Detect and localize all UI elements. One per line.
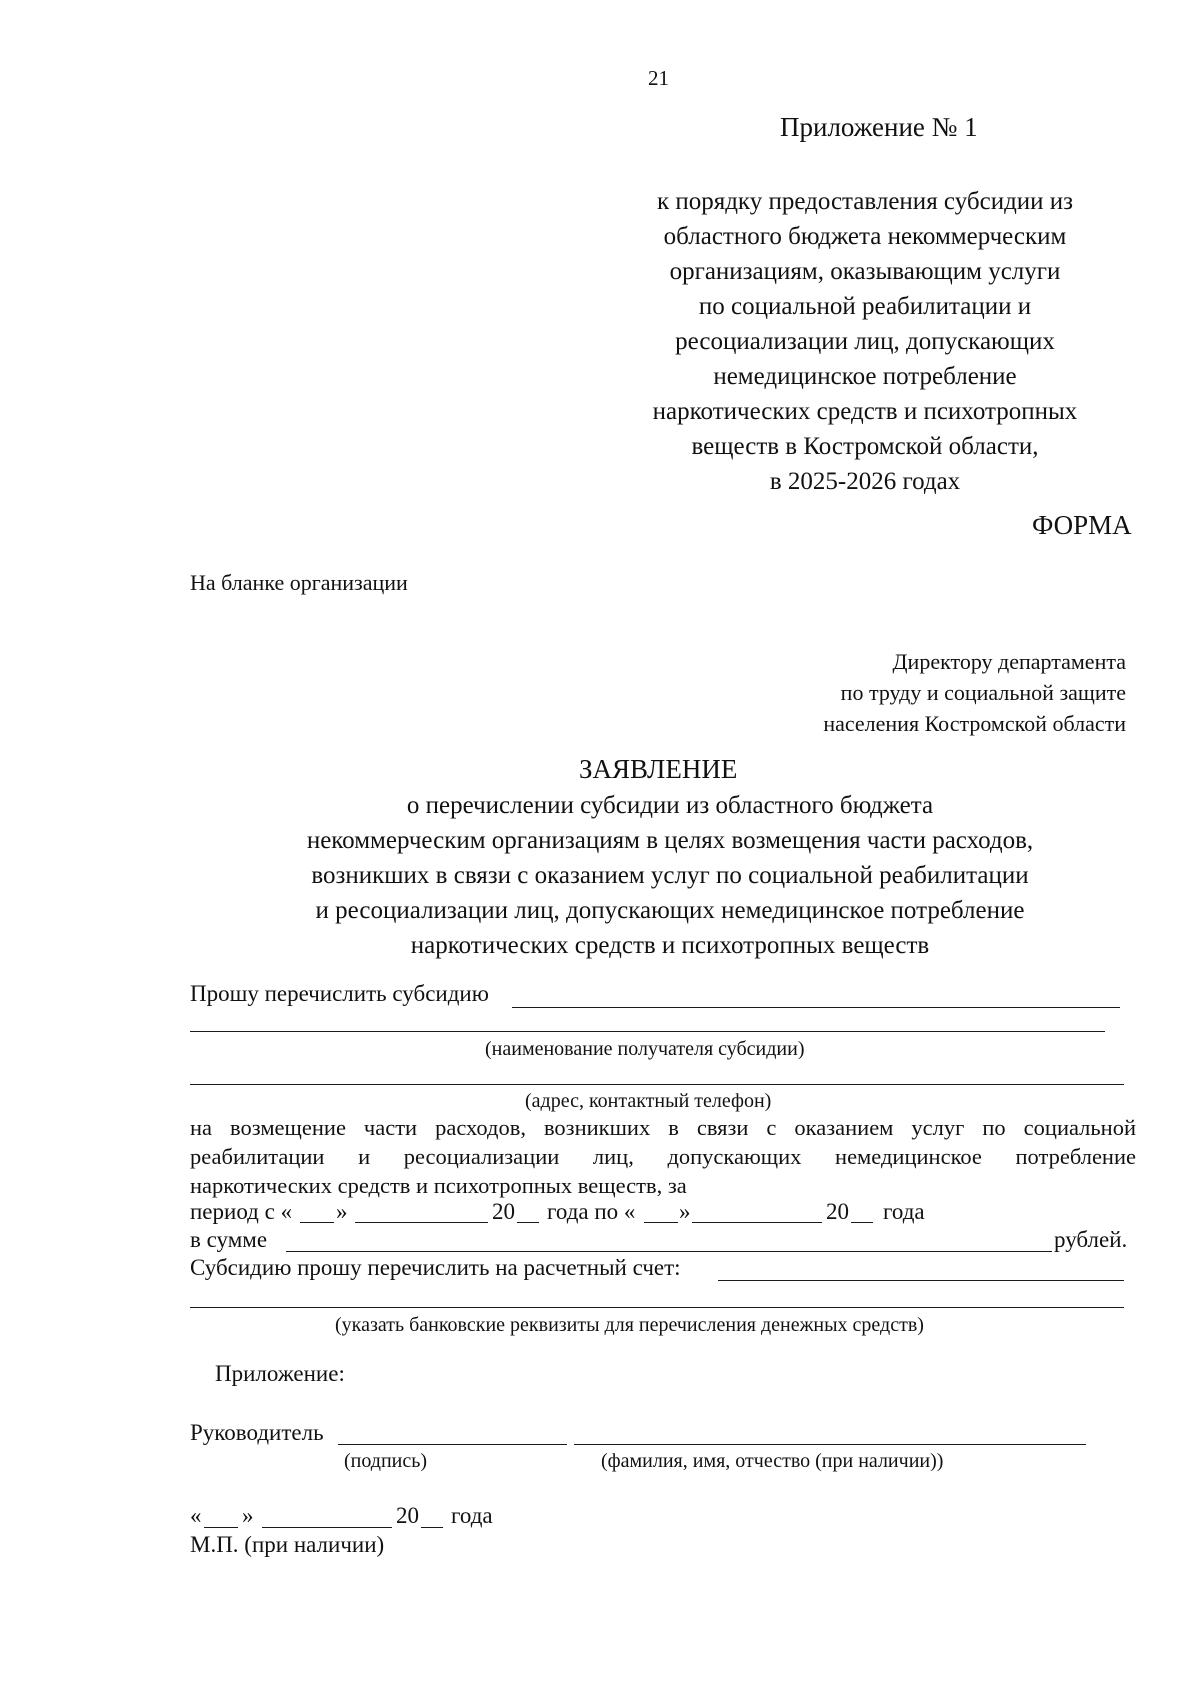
appendix-subtitle (620, 184, 1110, 499)
period-to-year-prefix: 20 (826, 1199, 849, 1224)
period-from-month-field[interactable] (355, 1222, 488, 1223)
amount-label: в сумме (190, 1227, 268, 1252)
appendix-subtitle-line: ресоциализации лиц, допускающих (675, 328, 1055, 355)
appendix-subtitle-line: к порядку предоставления субсидии из (656, 188, 1074, 215)
fullname-caption: (фамилия, имя, отчество (при наличии)) (601, 1450, 944, 1472)
purpose-line: наркотических средств и психотропных веществ, за (190, 1173, 687, 1198)
statement-subtitle (190, 788, 1150, 963)
address-caption: (адрес, контактный телефон) (525, 1090, 772, 1112)
date-year-prefix: 20 (396, 1503, 419, 1528)
appendix-title: Приложение № 1 (780, 112, 978, 142)
addressee-line: населения Костромской области (823, 711, 1126, 736)
statement-subtitle-line: наркотических средств и психотропных веществ (410, 932, 930, 959)
addressee-line: Директору департамента (892, 649, 1126, 674)
statement-subtitle-line: некоммерческим организациям в целях возмещения части расходов, (306, 827, 1034, 854)
amount-suffix: рублей. (1054, 1227, 1128, 1252)
purpose-line: на возмещение части расходов, возникших в связи с оказанием услуг по социальной (190, 1115, 1136, 1140)
statement-subtitle-line: возникших в связи с оказанием услуг по социальной реабилитации (311, 862, 1029, 889)
date-year-field[interactable] (421, 1527, 443, 1528)
date-month-field[interactable] (262, 1527, 392, 1528)
appendix-subtitle-line: веществ в Костромской области, (691, 433, 1039, 460)
statement-subtitle-line: и ресоциализации лиц, допускающих немедицинское потребление (315, 897, 1025, 924)
appendix-subtitle-line: в 2025-2026 годах (769, 468, 961, 495)
period-year-suffix: года (883, 1199, 925, 1224)
addressee-line: по труду и социальной защите (840, 680, 1126, 705)
recipient-field-line-2[interactable] (190, 1031, 1105, 1032)
statement-subtitle-line: о перечислении субсидии из областного бюджета (406, 792, 934, 819)
appendix-subtitle-line: по социальной реабилитации и (698, 293, 1032, 320)
purpose-paragraph (190, 1113, 1136, 1200)
period-to-day-field[interactable] (644, 1222, 678, 1223)
appendix-subtitle-line: немедицинское потребление (713, 363, 1017, 390)
head-label: Руководитель (190, 1420, 324, 1445)
recipient-field-line-1[interactable] (512, 1007, 1120, 1008)
appendix-subtitle-line: областного бюджета некоммерческим (663, 223, 1067, 250)
period-from-day-field[interactable] (300, 1222, 334, 1223)
addressee-block (823, 646, 1126, 739)
period-from-year-field[interactable] (517, 1222, 539, 1223)
attachment-label: Приложение: (215, 1361, 345, 1386)
statement-title: ЗАЯВЛЕНИЕ (579, 754, 738, 784)
stamp-label: М.П. (при наличии) (190, 1532, 385, 1557)
period-from-year-prefix: 20 (492, 1199, 515, 1224)
account-label: Субсидию прошу перечислить на расчетный счет: (190, 1255, 681, 1280)
signature-caption: (подпись) (344, 1450, 428, 1472)
appendix-subtitle-line: организациям, оказывающим услуги (669, 258, 1061, 285)
request-label: Прошу перечислить субсидию (190, 981, 489, 1006)
address-field-line[interactable] (190, 1084, 1124, 1085)
bank-caption: (указать банковские реквизиты для перечисления денежных средств) (335, 1314, 924, 1336)
period-to-month-field[interactable] (692, 1222, 822, 1223)
purpose-line: реабилитации и ресоциализации лиц, допускающих немедицинское потребление (190, 1144, 1136, 1169)
date-day-field[interactable] (204, 1527, 238, 1528)
period-from-label: период с « (190, 1199, 293, 1224)
date-quote-open: « (190, 1503, 202, 1528)
period-to-quote-close: » (679, 1199, 691, 1224)
date-quote-close: » (242, 1503, 254, 1528)
amount-field[interactable] (286, 1251, 1052, 1252)
period-to-year-field[interactable] (851, 1222, 873, 1223)
date-year-suffix: года (451, 1503, 493, 1528)
period-to-label: года по « (547, 1199, 636, 1224)
recipient-caption: (наименование получателя субсидии) (485, 1038, 805, 1060)
form-label: ФОРМА (1032, 510, 1132, 540)
appendix-subtitle-line: наркотических средств и психотропных (652, 398, 1078, 425)
signature-field[interactable] (338, 1444, 567, 1445)
fullname-field[interactable] (574, 1444, 1086, 1445)
account-field-line-2[interactable] (190, 1307, 1124, 1308)
account-field-line-1[interactable] (718, 1280, 1124, 1281)
page-number: 21 (648, 66, 669, 90)
org-letterhead-note: На бланке организации (190, 570, 408, 595)
period-from-quote-close: » (336, 1199, 348, 1224)
